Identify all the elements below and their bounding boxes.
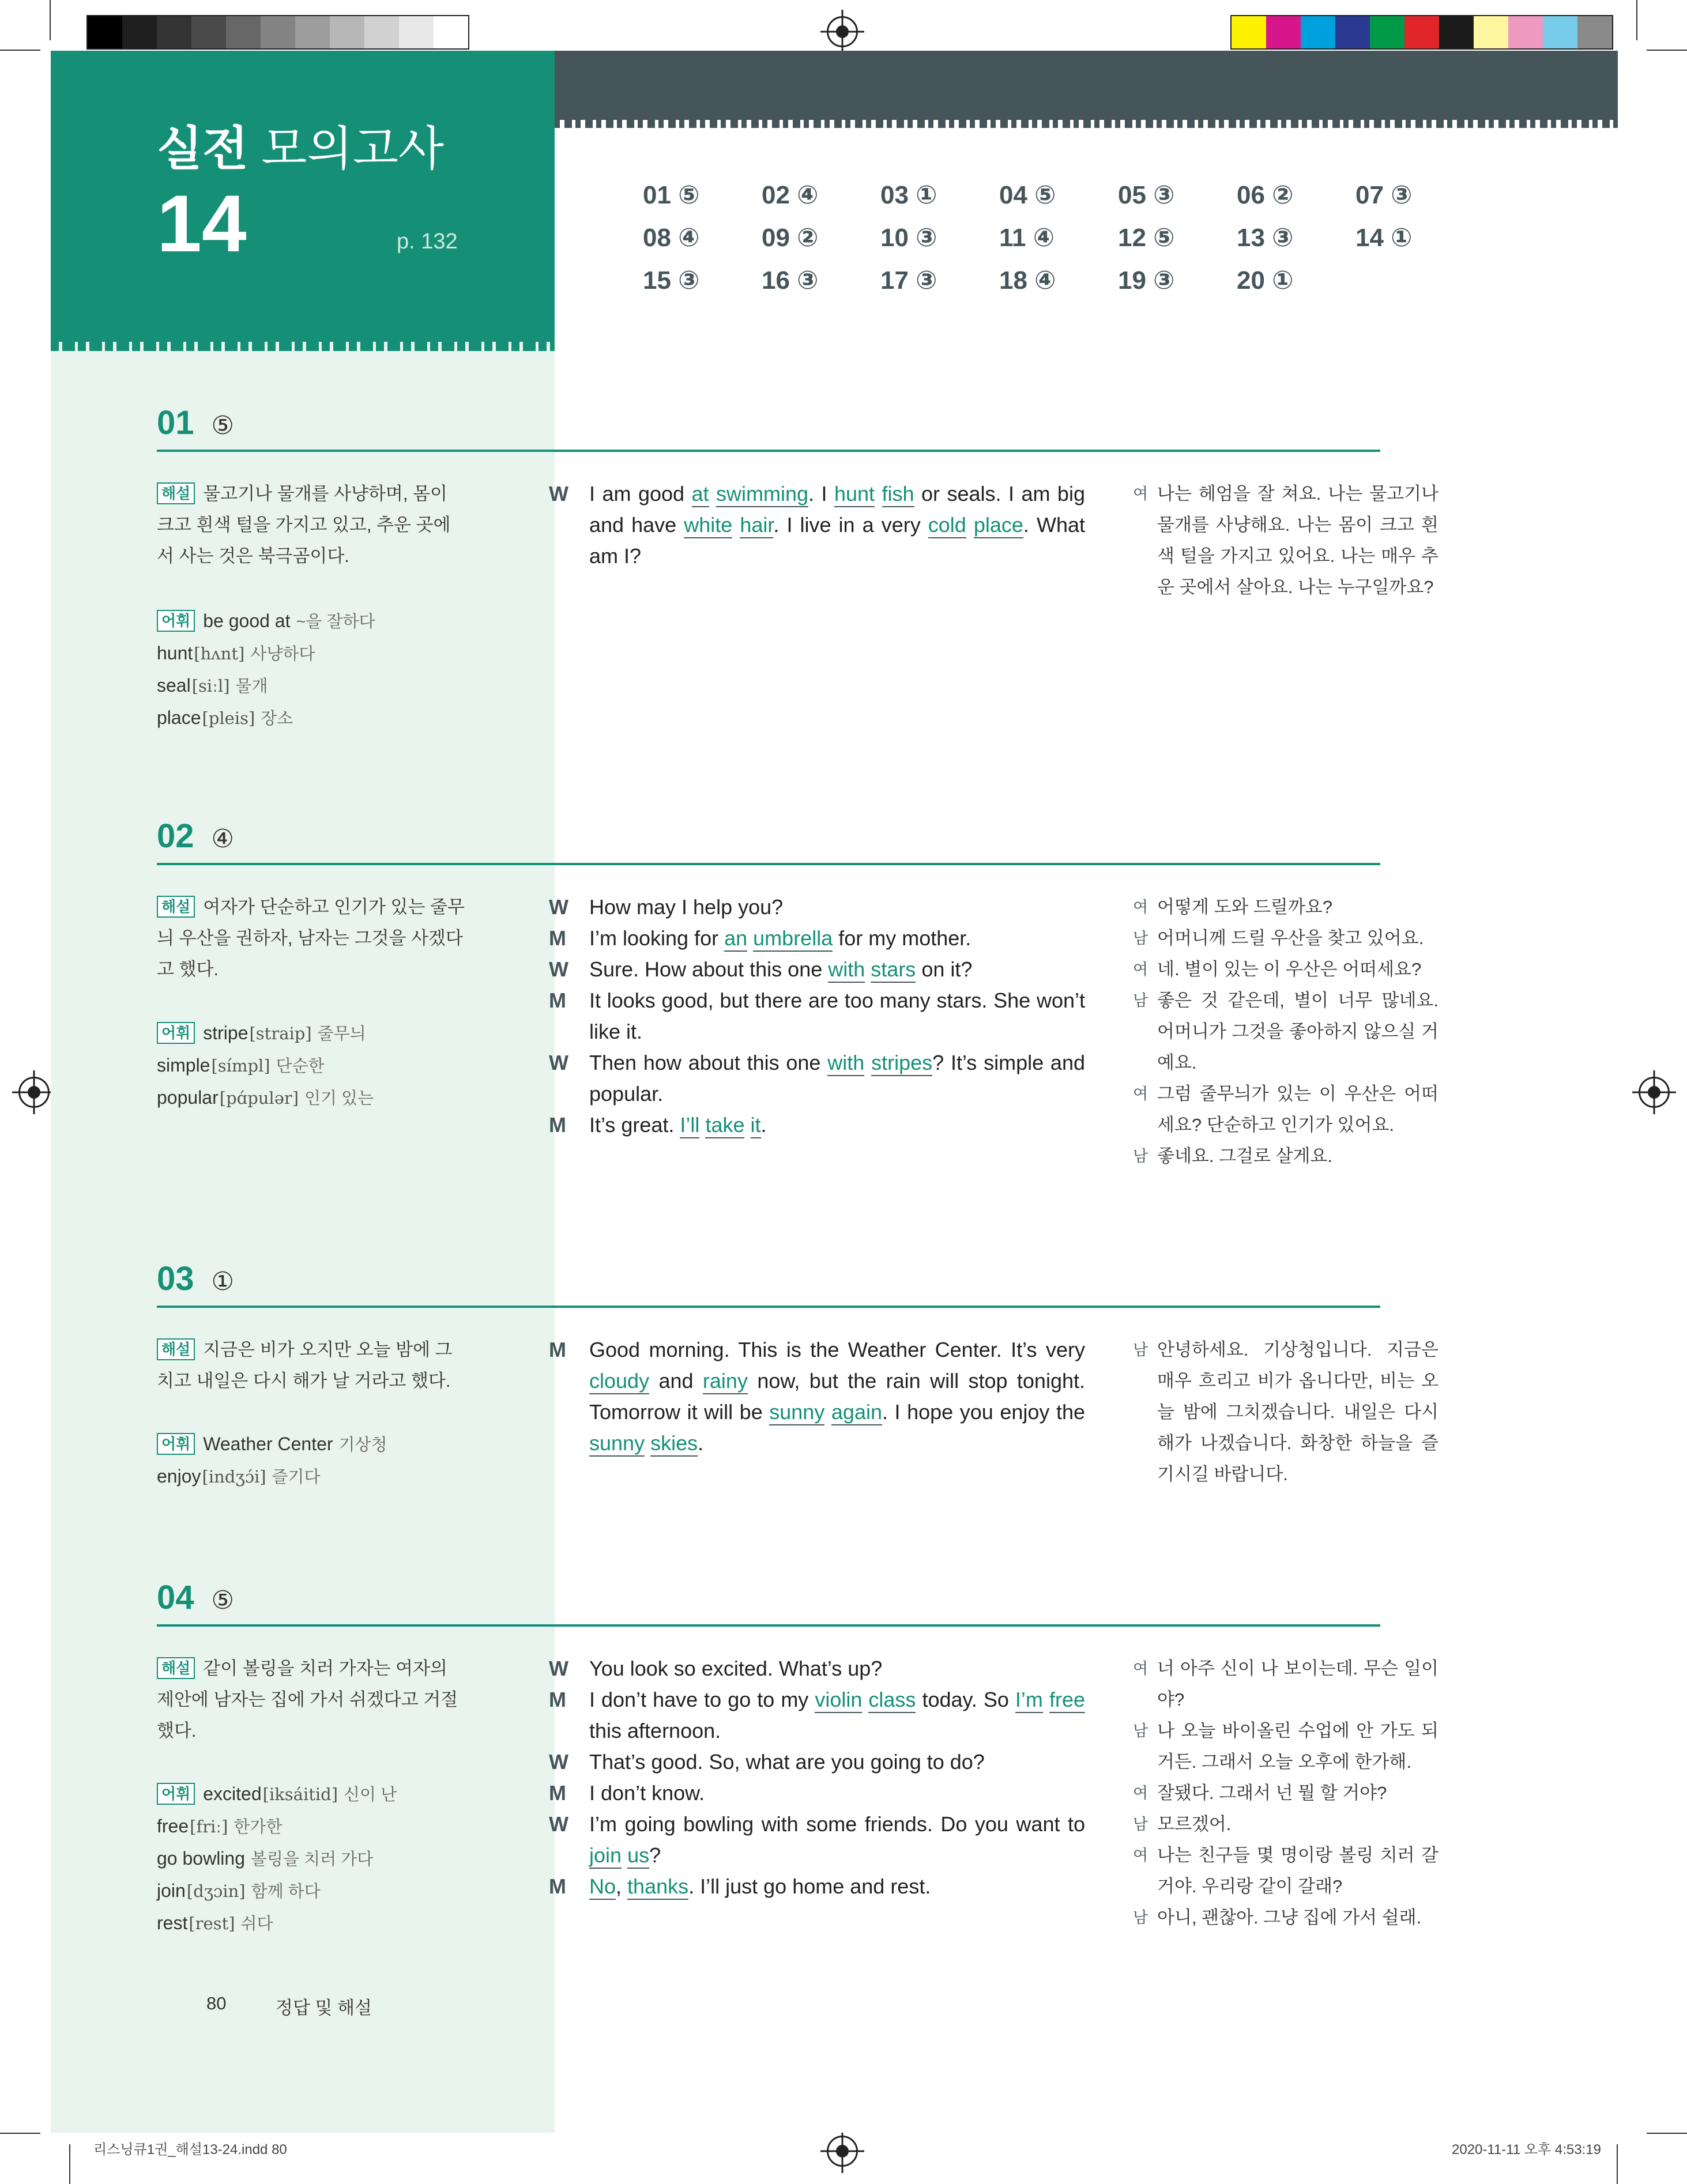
dialog-text: I don’t know. [589,1781,705,1805]
speaker-label: M [549,1338,566,1361]
crop-mark [0,50,40,51]
blank-answer: skies [650,1431,698,1457]
vocabulary-meaning: 인기 있는 [304,1089,374,1108]
translation-text: 모르겠어. [1157,1814,1232,1834]
dialog-text: Good morning. This is the Weather Center. It’s very cloudy and rainy now, but the rain will stop tonight. Tomorrow it will be sunny again. I hope you enjoy the sunny skies. [589,1334,1085,1459]
dialog-line [549,1110,1085,1141]
vocabulary-list [157,1428,466,1493]
dialog-line [549,478,1085,572]
blank-answer: rainy [703,1369,748,1394]
vocabulary-meaning: 줄무늬 [317,1025,366,1043]
dialog-script [549,892,1085,1141]
blank-answer: sunny [769,1400,824,1425]
question-header [157,406,234,440]
speaker-label: W [549,1812,568,1836]
speaker-label: 여 [1133,899,1148,916]
speaker-label: M [549,1113,566,1137]
translation-line [1133,1778,1439,1809]
color-swatch [1439,16,1474,48]
translation-line [1133,1809,1439,1840]
dialog-text: That’s good. So, what are you going to do? [589,1750,985,1774]
translation-line [1133,1715,1439,1778]
test-title: 실전 모의고사 [157,123,445,175]
dialog-line [549,1684,1085,1747]
vocabulary-phonetic: [pɑ́pulər] [219,1088,299,1108]
vocabulary-item [157,702,466,734]
answer-key-item: 01 ⑤ [643,181,700,209]
vocabulary-meaning: 쉬다 [240,1915,273,1933]
section-divider [157,450,1380,452]
answer-key-item: 08 ④ [643,224,700,252]
blank-answer: cloudy [589,1369,649,1394]
explanation-text: 해설 지금은 비가 오지만 오늘 밤에 그치고 내일은 다시 해가 날 거라고 했다. [157,1340,453,1391]
color-swatch [330,16,364,48]
vocabulary-item [157,638,466,670]
speaker-label: 남 [1133,992,1148,1009]
vocabulary-item [157,1082,466,1114]
vocabulary-word: Weather Center [203,1434,333,1454]
answer-key-item: 17 ③ [880,266,937,295]
registration-mark-icon [827,16,858,47]
print-slug-file: 리스닝큐1권_해설13-24.indd 80 [93,2142,287,2157]
blank-answer: swimming [716,482,808,507]
color-swatch [295,16,330,48]
vocabulary-phonetic: [siːl] [191,676,230,696]
answer-key-item: 20 ① [1237,266,1294,295]
answer-key-item: 18 ④ [999,266,1056,295]
vocabulary-meaning: 장소 [261,710,293,728]
vocabulary-word: go bowling [157,1848,245,1869]
color-swatch [1232,16,1266,48]
blank-answer: No [589,1874,616,1900]
vocabulary-item [157,1428,466,1461]
gray-color-bar [86,15,469,50]
color-swatch [1370,16,1404,48]
vocabulary-item [157,1875,466,1907]
translation-line [1133,954,1439,985]
dialog-text: It looks good, but there are too many stars. She won’t like it. [589,989,1085,1043]
vocabulary-tag: 어휘 [157,1022,195,1044]
vocabulary-phonetic: [friː] [190,1817,228,1836]
question-header [157,1262,234,1296]
answer-key-item: 13 ③ [1237,224,1294,252]
explanation-tag: 해설 [157,1338,195,1360]
vocabulary-word: popular [157,1087,219,1108]
blank-answer: with [828,957,865,983]
dialog-line [549,1334,1085,1459]
vocabulary-phonetic: [indʒɔ́i] [202,1467,266,1487]
color-swatch [1543,16,1577,48]
answer-key-item: 02 ④ [762,181,819,209]
vocabulary-word: join [157,1880,186,1901]
vocabulary-phonetic: [pleis] [202,708,255,728]
answer-key-item: 15 ③ [643,266,700,295]
vocabulary-word: free [157,1816,189,1836]
vocabulary-word: seal [157,675,191,696]
translation-text: 어머니께 드릴 우산을 찾고 있어요. [1157,928,1424,948]
translation-line [1133,892,1439,923]
vocabulary-item [157,1461,466,1493]
crop-mark [69,2144,70,2184]
speaker-label: 남 [1133,1148,1148,1165]
color-swatch [1404,16,1439,48]
dialog-line [549,923,1085,954]
page-number: 80 [206,1993,227,2013]
dialog-line [549,1871,1085,1902]
section-divider [157,863,1380,865]
vocabulary-item [157,1843,466,1875]
translation-text: 너 아주 신이 나 보이는데. 무슨 일이야? [1157,1658,1439,1710]
footer-label: 정답 및 해설 [276,1998,372,2018]
explanation-text: 해설 여자가 단순하고 인기가 있는 줄무늬 우산을 권하자, 남자는 그것을 사겠다고 했다. [157,897,465,979]
blank-answer: fish [882,482,914,507]
translation [1133,1653,1439,1933]
speaker-label: W [549,895,568,919]
translation-line [1133,1902,1439,1933]
blank-answer: take [705,1113,744,1138]
vocabulary-word: rest [157,1913,188,1933]
dialog-line [549,1047,1085,1110]
dialog-text: You look so excited. What’s up? [589,1657,883,1680]
vocabulary-word: hunt [157,643,193,663]
section-divider [157,1306,1380,1308]
vocabulary-phonetic: [hʌnt] [194,644,245,663]
crop-mark [50,0,51,40]
translation-line [1133,1078,1439,1141]
vocabulary-item [157,1017,466,1050]
speaker-label: W [549,1750,568,1774]
question-answer: ④ [211,825,234,853]
dialog-text: Sure. How about this one with stars on it? [589,954,1085,985]
registration-mark-icon [18,1077,50,1108]
speaker-label: M [549,1688,566,1711]
dialog-text: I don’t have to go to my violin class today. So I’m free this afternoon. [589,1688,1085,1742]
speaker-label: 남 [1133,1909,1148,1926]
crop-mark [1647,2133,1687,2134]
page-reference: p. 132 [397,229,458,254]
question-number: 01 [157,404,194,442]
registration-mark-icon [827,2136,858,2167]
translation [1133,478,1439,603]
answer-key-item: 06 ② [1237,181,1294,209]
explanation-tag: 해설 [157,896,195,918]
blank-answer: with [827,1051,864,1076]
blank-answer: place [974,513,1023,538]
vocabulary-tag: 어휘 [157,1783,195,1805]
blank-answer: I’m [1015,1688,1043,1713]
vocabulary-list [157,1778,466,1940]
dialog-line [549,1809,1085,1871]
translation-text: 잘됐다. 그래서 넌 뭘 할 거야? [1157,1783,1387,1803]
translation-text: 그럼 줄무늬가 있는 이 우산은 어떠세요? 단순하고 인기가 있어요. [1157,1084,1439,1135]
color-swatch [1301,16,1335,48]
question-number: 04 [157,1579,194,1616]
dialog-line [549,1778,1085,1809]
speaker-label: M [549,989,566,1012]
speaker-label: W [549,1657,568,1680]
crop-mark [1617,2144,1618,2184]
question-answer: ① [211,1268,234,1296]
dialog-text: No, thanks. I’ll just go home and rest. [589,1871,1085,1902]
translation-text: 좋은 것 같은데, 별이 너무 많네요. 어머니가 그것을 좋아하지 않으실 거예요. [1157,990,1439,1073]
blank-answer: join [589,1843,622,1869]
vocabulary-word: be good at [203,610,291,631]
translation-text: 나는 헤엄을 잘 쳐요. 나는 물고기나 물개를 사냥해요. 나는 몸이 크고 흰색 털을 가지고 있어요. 나는 매우 추운 곳에서 살아요. 나는 누구일까요? [1157,484,1439,597]
print-slug-date: 2020-11-11 오후 4:53:19 [1452,2142,1601,2157]
vocabulary-list [157,605,466,734]
translation-text: 나는 친구들 몇 명이랑 볼링 치러 갈 거야. 우리랑 같이 갈래? [1157,1845,1439,1896]
registration-mark-icon [1639,1077,1670,1108]
speaker-label: W [549,1051,568,1074]
answer-key-item: 19 ③ [1118,266,1175,295]
dialog-text: I am good at swimming. I hunt fish or seals. I am big and have white hair. I live in a very cold place. What am I? [589,482,1085,568]
color-swatch [434,16,468,48]
question-header [157,1581,234,1615]
dialog-text: I’m looking for an umbrella for my mother. [589,923,1085,954]
blank-answer: it [751,1113,761,1138]
blank-answer: us [627,1843,649,1869]
blank-answer: an [724,926,747,952]
answer-key-item: 11 ④ [999,224,1055,252]
speaker-label: M [549,926,566,950]
header-band [555,51,1618,120]
color-swatch [261,16,295,48]
blank-answer: hunt [834,482,875,507]
vocabulary-phonetic: [rest] [189,1914,235,1933]
color-swatch [364,16,399,48]
vocabulary-word: simple [157,1055,210,1076]
answer-key-item: 04 ⑤ [999,181,1056,209]
explanation-text: 해설 같이 볼링을 치러 가자는 여자의 제안에 남자는 집에 가서 쉬겠다고 거절했다. [157,1658,458,1741]
color-swatch [157,16,191,48]
speaker-label: W [549,482,568,506]
vocabulary-item [157,1907,466,1940]
speaker-label: 남 [1133,930,1148,947]
speaker-label: 남 [1133,1722,1148,1740]
dialog-line [549,1747,1085,1778]
explanation-text: 해설 물고기나 물개를 사냥하며, 몸이 크고 흰색 털을 가지고 있고, 추운 곳에서 사는 것은 북극곰이다. [157,484,451,566]
dialog-line [549,954,1085,985]
color-swatch [88,16,122,48]
translation-text: 네. 별이 있는 이 우산은 어떠세요? [1157,959,1422,979]
speaker-label: 여 [1133,1660,1148,1677]
color-swatch [1335,16,1370,48]
question-number: 02 [157,817,194,855]
translation [1133,892,1439,1172]
color-swatch [191,16,226,48]
blank-answer: umbrella [753,926,833,952]
answer-key-item: 09 ② [762,224,819,252]
speaker-label: 여 [1133,961,1148,978]
vocabulary-word: place [157,707,201,728]
translation-line [1133,1334,1439,1490]
vocabulary-word: excited [203,1783,262,1804]
color-swatch [122,16,157,48]
question-answer: ⑤ [211,1586,234,1615]
section-divider [157,1624,1380,1627]
crop-mark [1647,50,1687,51]
vocabulary-meaning: 물개 [235,677,268,696]
vocabulary-word: enjoy [157,1466,201,1487]
crop-mark [1636,0,1637,40]
blank-answer: white [684,513,732,538]
blank-answer: at [692,482,709,507]
answer-key-item: 03 ① [880,181,937,209]
answer-key-item: 14 ① [1355,224,1413,252]
translation-line [1133,1653,1439,1715]
vocabulary-meaning: 즐기다 [272,1468,321,1487]
blank-answer: sunny [589,1431,645,1457]
blank-answer: free [1049,1688,1085,1713]
speaker-label: 여 [1133,1847,1148,1864]
vocabulary-meaning: 볼링을 치러 가다 [251,1850,374,1869]
vocabulary-phonetic: [straip] [249,1024,312,1043]
vocabulary-phonetic: [iksáitid] [262,1785,338,1804]
vocabulary-phonetic: [dʒɔin] [186,1881,246,1901]
question-answer: ⑤ [211,412,234,440]
blank-answer: I’ll [680,1113,699,1138]
vocabulary-word: stripe [203,1023,248,1043]
translation-line [1133,923,1439,954]
vocabulary-meaning: 기상청 [338,1436,387,1454]
answer-key-item: 16 ③ [762,266,819,295]
dialog-line [549,892,1085,923]
vocabulary-list [157,1017,466,1114]
translation-line [1133,1840,1439,1902]
speaker-label: 여 [1133,1785,1148,1802]
blank-answer: class [868,1688,916,1713]
speaker-label: W [549,957,568,981]
translation-line [1133,478,1439,603]
vocabulary-meaning: ~을 잘하다 [296,613,375,631]
question-number: 03 [157,1260,194,1297]
dialog-text: It’s great. I’ll take it. [589,1110,1085,1141]
title-block [51,51,555,342]
dialog-script [549,1653,1085,1902]
translation [1133,1334,1439,1490]
speaker-label: 남 [1133,1816,1148,1833]
vocabulary-item [157,1778,466,1810]
color-swatch [1577,16,1612,48]
speaker-label: 여 [1133,485,1148,503]
dialog-text: I’m going bowling with some friends. Do you want to join us? [589,1809,1085,1871]
vocabulary-meaning: 단순한 [276,1057,325,1076]
translation-text: 나 오늘 바이올린 수업에 안 가도 되거든. 그래서 오늘 오후에 한가해. [1157,1721,1439,1772]
color-swatch [1474,16,1508,48]
color-swatch [1266,16,1301,48]
vocabulary-meaning: 한가한 [234,1818,283,1836]
explanation-tag: 해설 [157,1657,195,1679]
blank-answer: thanks [627,1874,688,1900]
speaker-label: M [549,1781,566,1805]
vocabulary-tag: 어휘 [157,1433,195,1455]
vocabulary-meaning: 사냥하다 [250,645,315,663]
vocabulary-tag: 어휘 [157,610,195,632]
blank-answer: cold [928,513,966,538]
answer-key-item: 07 ③ [1355,181,1413,209]
translation-text: 안녕하세요. 기상청입니다. 지금은 매우 흐리고 비가 옵니다만, 비는 오늘 밤에 그치겠습니다. 내일은 다시 해가 나겠습니다. 화창한 하늘을 즐기시길 바랍니다. [1157,1340,1439,1484]
answer-key-grid [643,181,1474,295]
blank-answer: hair [740,513,773,538]
translation-text: 어떻게 도와 드릴까요? [1157,897,1332,917]
dialog-text: Then how about this one with stripes? It’s simple and popular. [589,1051,1085,1106]
crop-mark [0,2133,40,2134]
answer-key-item: 10 ③ [880,224,937,252]
vocabulary-item [157,670,466,702]
vocabulary-item [157,1050,466,1082]
vocabulary-item [157,1810,466,1843]
blank-answer: violin [815,1688,862,1713]
translation-text: 좋네요. 그걸로 살게요. [1157,1146,1332,1166]
test-number: 14 [157,178,247,269]
speaker-label: M [549,1874,566,1898]
dialog-text: How may I help you? [589,895,784,919]
translation-text: 아니, 괜찮아. 그냥 집에 가서 쉴래. [1157,1907,1422,1927]
dialog-script [549,478,1085,572]
answer-key-item: 05 ③ [1118,181,1175,209]
explanation-tag: 해설 [157,482,195,504]
color-swatch [1508,16,1543,48]
vocabulary-item [157,605,466,638]
speaker-label: 여 [1133,1085,1148,1103]
process-color-bar [1230,15,1613,50]
answer-key-item: 12 ⑤ [1118,224,1175,252]
blank-answer: stars [871,957,916,983]
vocabulary-meaning: 신이 난 [344,1786,397,1804]
dialog-line [549,985,1085,1047]
dialog-script [549,1334,1085,1459]
speaker-label: 남 [1133,1341,1148,1359]
dialog-line [549,1653,1085,1684]
color-swatch [399,16,434,48]
question-header [157,817,234,855]
vocabulary-meaning: 함께 하다 [251,1883,321,1901]
blank-answer: again [831,1400,882,1425]
vocabulary-phonetic: [símpl] [211,1056,270,1076]
blank-answer: stripes [871,1051,932,1076]
color-swatch [226,16,261,48]
translation-line [1133,1141,1439,1172]
translation-line [1133,985,1439,1078]
